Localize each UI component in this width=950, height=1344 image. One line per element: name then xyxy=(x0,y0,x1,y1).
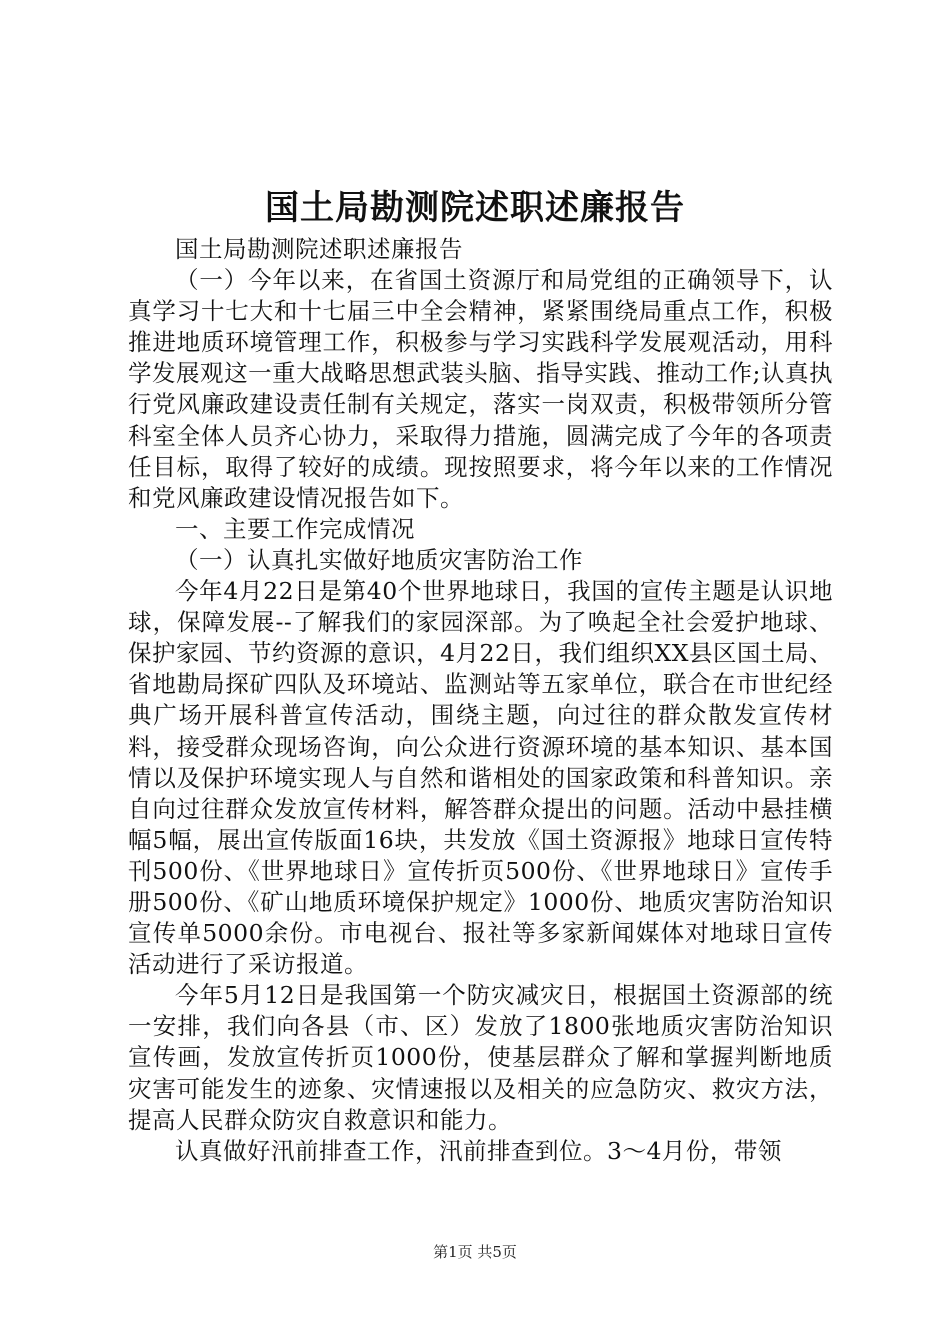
paragraph-flood-check: 认真做好汛前排查工作，汛前排查到位。3～4月份，带领 xyxy=(175,1136,782,1165)
subsection-heading: （一）认真扎实做好地质灾害防治工作 xyxy=(175,545,583,574)
document-title: 国土局勘测院述职述廉报告 xyxy=(265,188,685,228)
paragraph-subtitle: 国土局勘测院述职述廉报告 xyxy=(175,235,463,263)
paragraph-disaster-day: 今年5月12日是我国第一个防灾减灾日，根据国土资源部的统一安排，我们向各县（市、区）发放了1800张地质灾害防治知识宣传画，发放宣传折页1000份，使基层群众了解和掌握判断地质灾害可能发生的迹象、灾情速报以及相关的应急防灾、救灾方法，提高人民群众防灾自救意识和能力。 xyxy=(128,981,833,1134)
paragraph-earth-day: 今年4月22日是第40个世界地球日，我国的宣传主题是认识地球，保障发展--了解我们的家园深部。为了唤起全社会爱护地球、保护家园、节约资源的意识，4月22日，我们组织XX县区国土局、省地勘局探矿四队及环境站、监测站等五家单位，联合在市世纪经典广场开展科普宣传活动，围绕主题，向过往的群众散发宣传材料，接受群众现场咨询，向公众进行资源环境的基本知识、基本国情以及保护环境实现人与自然和谐相处的国家政策和科普知识。亲自向过往群众发放宣传材料，解答群众提出的问题。活动中悬挂横幅5幅，展出宣传版面16块，共发放《国土资源报》地球日宣传特刊500份、《世界地球日》宣传折页500份、《世界地球日》宣传手册500份、《矿山地质环境保护规定》1000份、地质灾害防治知识宣传单5000余份。市电视台、报社等多家新闻媒体对地球日宣传活动进行了采访报道。 xyxy=(128,577,833,979)
document-body xyxy=(128,234,833,1167)
paragraph-intro: （一）今年以来，在省国土资源厅和局党组的正确领导下，认真学习十七大和十七届三中全会精神，紧紧围绕局重点工作，积极推进地质环境管理工作，积极参与学习实践科学发展观活动，用科学发展观这一重大战略思想武装头脑、指导实践、推动工作;认真执行党风廉政建设责任制有关规定，落实一岗双责，积极带领所分管科室全体人员齐心协力，采取得力措施，圆满完成了今年的各项责任目标，取得了较好的成绩。现按照要求，将今年以来的工作情况和党风廉政建设情况报告如下。 xyxy=(128,266,833,512)
section-heading: 一、主要工作完成情况 xyxy=(175,514,415,543)
page-footer: 第1页 共5页 xyxy=(433,1243,517,1261)
